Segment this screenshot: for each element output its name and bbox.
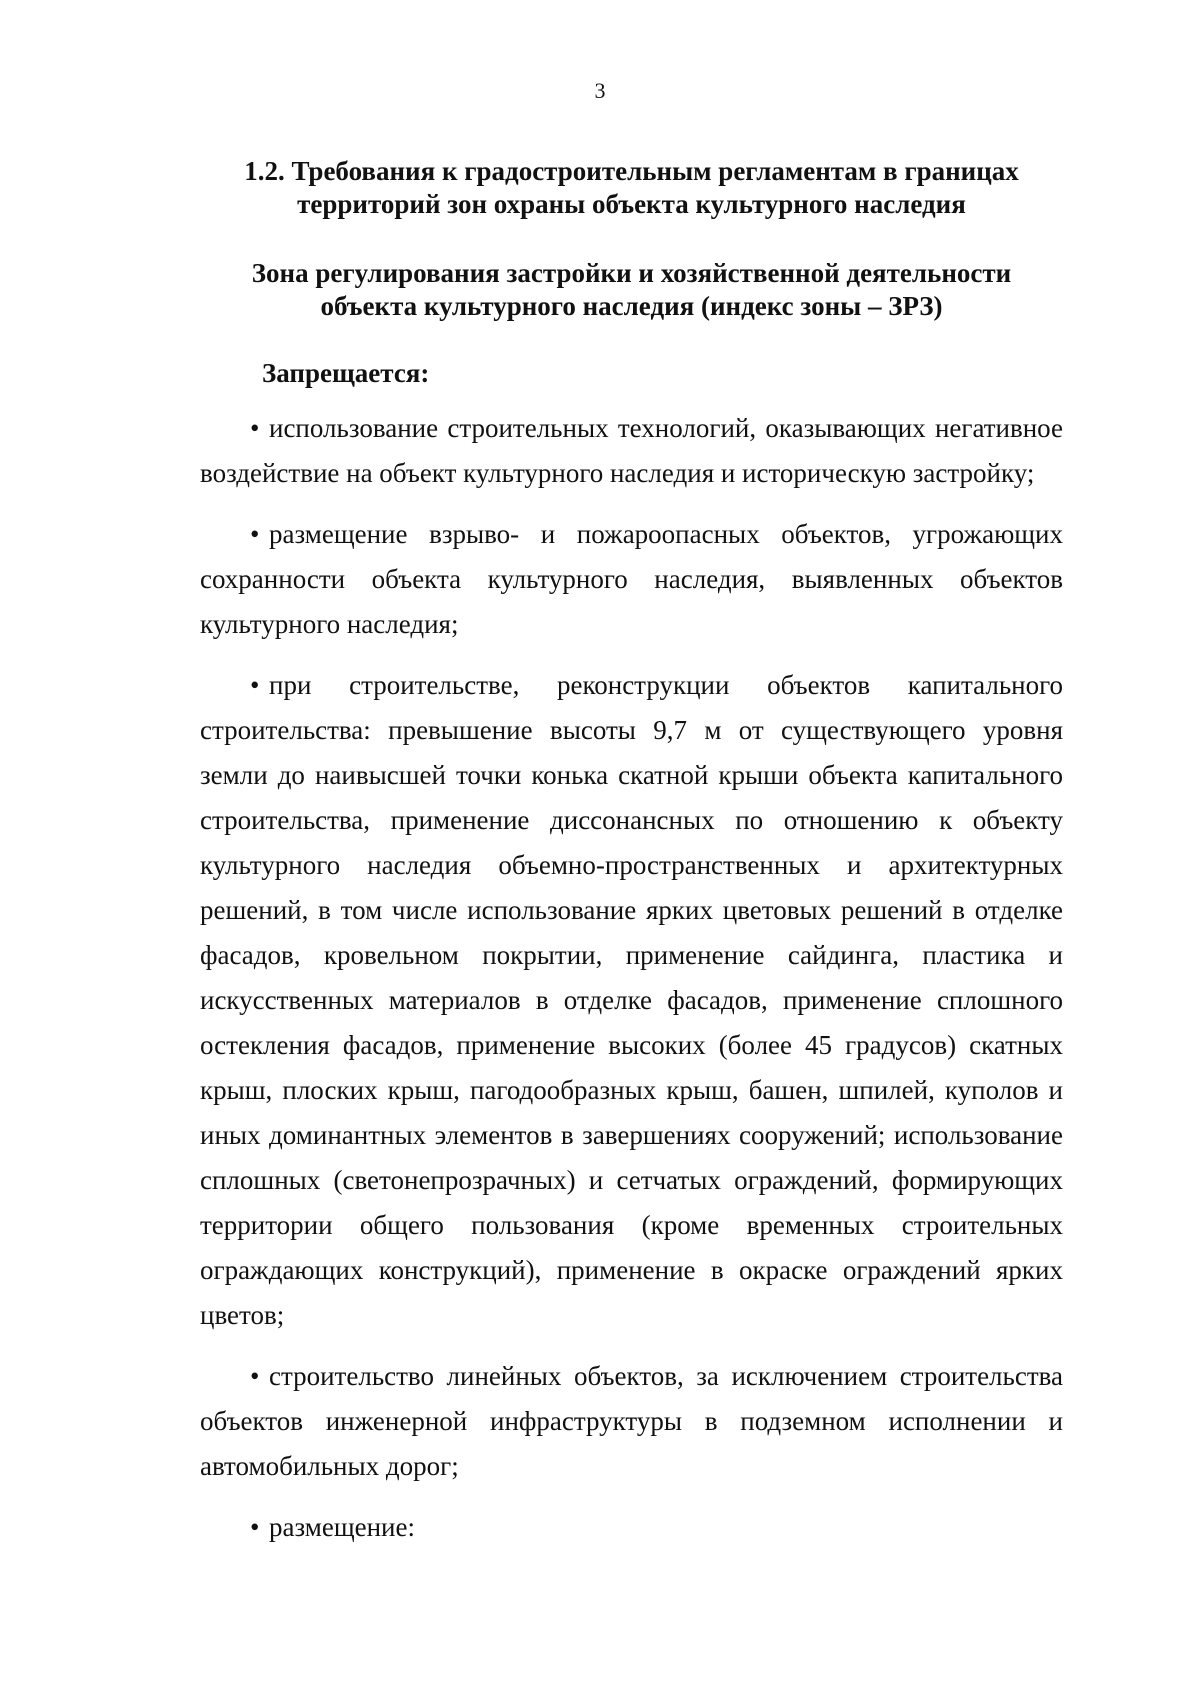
section-heading	[200, 155, 1063, 221]
prohibition-item	[200, 663, 1063, 1338]
prohibition-item	[200, 512, 1063, 647]
bullet-icon: •	[250, 1512, 260, 1542]
prohibition-text: использование строительных технологий, оказывающих негативное воздействие на объект культурного наследия и историческую застройку;	[200, 413, 1063, 488]
prohibition-list	[200, 406, 1063, 1550]
prohibition-text: строительство линейных объектов, за исключением строительства объектов инженерной инфраструктуры в подземном исполнении и автомобильных дорог;	[200, 1361, 1063, 1481]
prohibition-item	[200, 1354, 1063, 1489]
prohibition-text: размещение взрыво- и пожароопасных объектов, угрожающих сохранности объекта культурного наследия, выявленных объектов культурного наследия;	[200, 519, 1063, 639]
bullet-icon: •	[250, 413, 260, 443]
page-number: 3	[594, 78, 606, 103]
bullet-icon: •	[250, 1361, 260, 1391]
zone-heading	[200, 257, 1063, 323]
bullet-icon: •	[250, 670, 260, 700]
document-content	[200, 155, 1063, 1566]
prohibition-item	[200, 406, 1063, 496]
zone-heading-line-1: Зона регулирования застройки и хозяйственной деятельности	[251, 258, 1012, 288]
bullet-icon: •	[250, 519, 260, 549]
prohibited-label: Запрещается:	[262, 358, 430, 388]
section-heading-line-2: территорий зон охраны объекта культурного наследия	[297, 189, 966, 219]
section-heading-line-1: 1.2. Требования к градостроительным регламентам в границах	[244, 156, 1019, 186]
prohibition-text: размещение:	[269, 1512, 415, 1542]
prohibition-text: при строительстве, реконструкции объектов капитального строительства: превышение высоты 9,7 м от существующего уровня земли до наивысшей точки конька скатной крыши объекта капитального строительства, применение диссонансных по отношению к объекту культурного наследия объемно-пространственных и архитектурных решений, в том числе использование ярких цветовых решений в отделке фасадов, кровельном покрытии, применение сайдинга, пластика и искусственных материалов в отделке фасадов, применение сплошного остекления фасадов, применение высоких (более 45 градусов) скатных крыш, плоских крыш, пагодообразных крыш, башен, шпилей, куполов и иных доминантных элементов в завершениях сооружений; использование сплошных (светонепрозрачных) и сетчатых ограждений, формирующих территории общего пользования (кроме временных строительных ограждающих конструкций), применение в окраске ограждений ярких цветов;	[200, 670, 1063, 1330]
prohibition-item	[200, 1505, 1063, 1550]
zone-heading-line-2: объекта культурного наследия (индекс зоны – ЗРЗ)	[320, 291, 943, 321]
